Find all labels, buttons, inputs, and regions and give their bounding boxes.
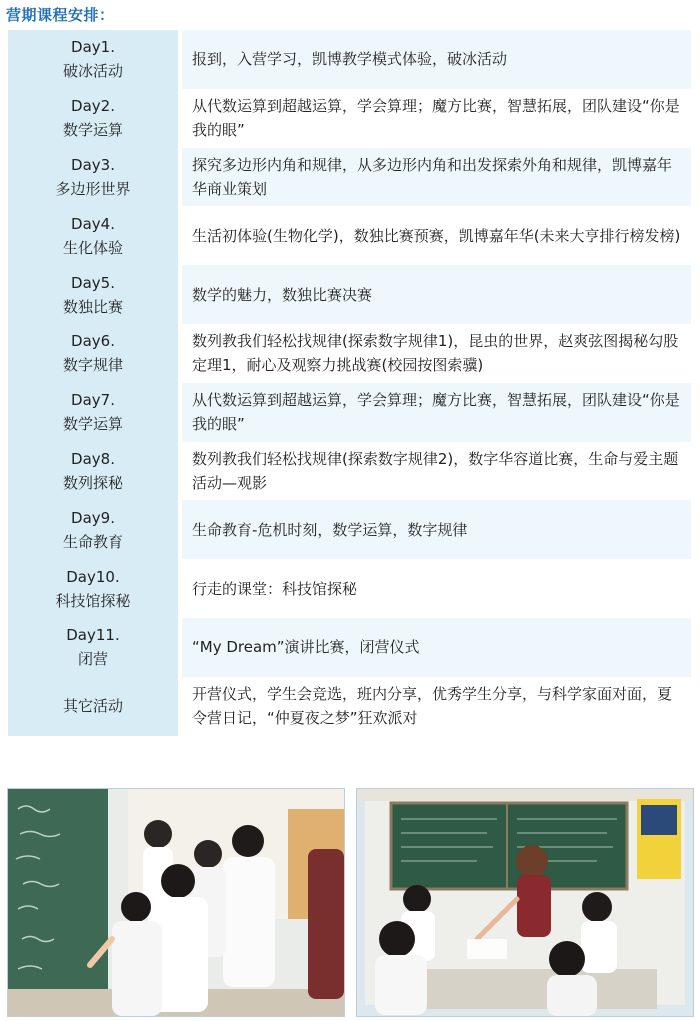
day-cell: [8, 265, 180, 324]
day-code: Day2.: [71, 97, 115, 116]
table-row: [8, 442, 691, 501]
day-cell: [8, 206, 180, 265]
table-row: [8, 265, 691, 324]
day-code: Day4.: [71, 214, 115, 233]
day-name: 生化体验: [62, 238, 123, 257]
chalkboard-students-illustration: [8, 789, 344, 1016]
day-description: 生活初体验(生物化学)，数独比赛预赛，凯博嘉年华(未来大亨排行榜发榜): [180, 206, 691, 265]
day-description: 数列教我们轻松找规律(探索数字规律1)，昆虫的世界，赵爽弦图揭秘勾股定理1，耐心及观察力挑战赛(校园按图索骥): [180, 324, 691, 383]
day-description: “My Dream”演讲比赛，闭营仪式: [180, 618, 691, 677]
day-name: 闭营: [77, 650, 108, 669]
day-name: 破冰活动: [62, 62, 123, 81]
day-code: Day6.: [71, 332, 115, 351]
day-cell: [8, 324, 180, 383]
day-code: Day5.: [71, 273, 115, 292]
day-code: Day7.: [71, 391, 115, 410]
day-cell: [8, 30, 180, 89]
day-name: 科技馆探秘: [55, 591, 131, 610]
day-description: 开营仪式，学生会竞选，班内分享，优秀学生分享，与科学家面对面，夏令营日记，“仲夏夜之梦”狂欢派对: [180, 677, 691, 736]
day-cell: [8, 89, 180, 148]
day-code: Day11.: [66, 626, 120, 645]
day-description: 数列教我们轻松找规律(探索数字规律2)，数字华容道比赛，生命与爱主题活动—观影: [180, 442, 691, 501]
day-code: Day1.: [71, 38, 115, 57]
day-cell: [8, 383, 180, 442]
day-name: 多边形世界: [55, 179, 131, 198]
day-cell: [8, 500, 180, 559]
table-row: [8, 383, 691, 442]
day-cell: [8, 618, 180, 677]
day-name: 其它活动: [62, 697, 123, 716]
section-title: 营期课程安排：: [6, 6, 115, 24]
table-row: [8, 324, 691, 383]
table-row: [8, 618, 691, 677]
day-description: 从代数运算到超越运算，学会算理；魔方比赛，智慧拓展，团队建设“你是我的眼”: [180, 383, 691, 442]
table-row: [8, 89, 691, 148]
day-cell: [8, 677, 180, 736]
day-description: 探究多边形内角和规律，从多边形内角和出发探索外角和规律，凯博嘉年华商业策划: [180, 148, 691, 207]
table-row: [8, 148, 691, 207]
classroom-teacher-illustration: [357, 789, 693, 1016]
day-description: 数学的魅力，数独比赛决赛: [180, 265, 691, 324]
day-cell: [8, 559, 180, 618]
day-code: Day10.: [66, 567, 120, 586]
day-name: 数学运算: [62, 121, 123, 140]
classroom-teacher-photo: [356, 788, 694, 1017]
day-description: 报到，入营学习，凯博教学模式体验，破冰活动: [180, 30, 691, 89]
table-row: [8, 500, 691, 559]
day-code: Day8.: [71, 449, 115, 468]
day-cell: [8, 148, 180, 207]
day-description: 从代数运算到超越运算，学会算理；魔方比赛，智慧拓展，团队建设“你是我的眼”: [180, 89, 691, 148]
table-row: [8, 30, 691, 89]
table-row: [8, 206, 691, 265]
day-name: 数字规律: [62, 356, 123, 375]
chalkboard-students-photo: [7, 788, 345, 1017]
day-name: 数独比赛: [62, 297, 123, 316]
day-name: 数列探秘: [62, 473, 123, 492]
schedule-table: [8, 30, 691, 736]
day-code: Day9.: [71, 508, 115, 527]
day-name: 数学运算: [62, 415, 123, 434]
day-description: 生命教育-危机时刻，数学运算，数字规律: [180, 500, 691, 559]
day-name: 生命教育: [62, 532, 123, 551]
table-row: [8, 677, 691, 736]
day-cell: [8, 442, 180, 501]
table-row: [8, 559, 691, 618]
day-description: 行走的课堂：科技馆探秘: [180, 559, 691, 618]
day-code: Day3.: [71, 155, 115, 174]
